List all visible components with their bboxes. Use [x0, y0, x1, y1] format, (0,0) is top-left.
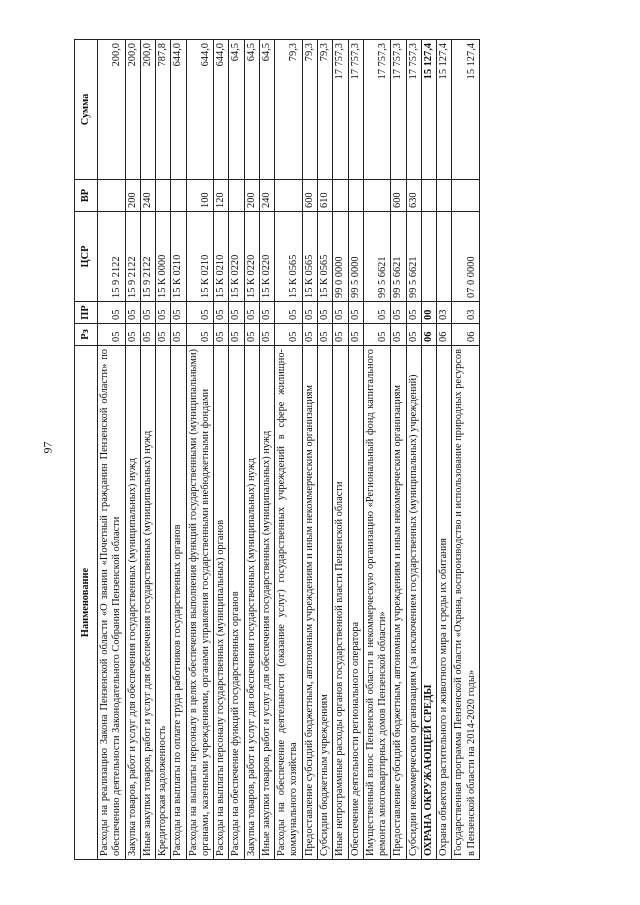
cell-sum: 200,0 [98, 40, 126, 180]
table-row [186, 40, 214, 860]
cell-vr: 630 [406, 180, 421, 212]
cell-vr: 200 [244, 180, 259, 212]
cell-rz: 05 [140, 324, 155, 346]
cell-csr: 15 К 0565 [317, 212, 332, 302]
cell-rz: 05 [259, 324, 274, 346]
cell-vr [363, 180, 391, 212]
table-row [171, 40, 186, 860]
table-row [98, 40, 126, 860]
cell-sum: 79,3 [317, 40, 332, 180]
cell-csr: 15 К 0565 [275, 212, 303, 302]
cell-sum: 15 127,4 [437, 40, 452, 180]
cell-sum: 17 757,3 [333, 40, 348, 180]
cell-sum: 79,3 [275, 40, 303, 180]
table-row [363, 40, 391, 860]
cell-rz: 05 [302, 324, 317, 346]
cell-name: Кредиторская задолженность [156, 346, 171, 860]
cell-csr: 07 0 0000 [452, 212, 480, 302]
cell-rz: 05 [391, 324, 406, 346]
cell-csr: 15 9 2122 [98, 212, 126, 302]
cell-vr [156, 180, 171, 212]
cell-pr: 05 [275, 302, 303, 324]
cell-vr: 600 [391, 180, 406, 212]
cell-rz: 05 [186, 324, 214, 346]
cell-name: Субсидии некоммерческим организациям (за исключением государственных (муниципальных) учреждений) [406, 346, 421, 860]
cell-rz: 05 [98, 324, 126, 346]
cell-pr: 05 [156, 302, 171, 324]
cell-pr: 05 [391, 302, 406, 324]
cell-sum: 200,0 [125, 40, 140, 180]
table-header-row [75, 40, 98, 860]
cell-name: Расходы на выплаты по оплате труда работников государственных органов [171, 346, 186, 860]
table-row [140, 40, 155, 860]
cell-vr: 240 [140, 180, 155, 212]
page-number: 97 [40, 441, 55, 454]
cell-csr: 15 9 2122 [125, 212, 140, 302]
cell-pr: 05 [98, 302, 126, 324]
cell-name: ОХРАНА ОКРУЖАЮЩЕЙ СРЕДЫ [421, 346, 436, 860]
rotated-page-content [74, 40, 552, 860]
cell-pr: 05 [406, 302, 421, 324]
cell-name: Расходы на обеспечение функций государственных органов [229, 346, 244, 860]
cell-vr [348, 180, 363, 212]
table-row [437, 40, 452, 860]
cell-rz: 06 [452, 324, 480, 346]
table-row [275, 40, 303, 860]
cell-sum: 15 127,4 [421, 40, 436, 180]
cell-sum: 64,5 [229, 40, 244, 180]
cell-pr: 00 [421, 302, 436, 324]
cell-sum: 15 127,4 [452, 40, 480, 180]
cell-rz: 05 [275, 324, 303, 346]
cell-name: Расходы на выплаты персоналу в целях обеспечения выполнения функций государственными (муниципальными) органами, казенными учреждениями, органами управления государственными внебюджетными фондами [186, 346, 214, 860]
table-row [259, 40, 274, 860]
cell-csr: 15 К 0565 [302, 212, 317, 302]
cell-pr: 05 [140, 302, 155, 324]
header-name: Наименование [75, 346, 98, 860]
cell-csr: 99 5 6621 [406, 212, 421, 302]
cell-pr: 05 [214, 302, 229, 324]
cell-rz: 05 [317, 324, 332, 346]
cell-vr: 600 [302, 180, 317, 212]
cell-pr: 05 [348, 302, 363, 324]
table-row [244, 40, 259, 860]
cell-csr: 99 5 0000 [348, 212, 363, 302]
cell-csr: 15 9 2122 [140, 212, 155, 302]
table-row [406, 40, 421, 860]
header-vr: ВР [75, 180, 98, 212]
cell-name: Охрана объектов растительного и животного мира и среды их обитания [437, 346, 452, 860]
cell-rz: 05 [125, 324, 140, 346]
cell-pr: 05 [229, 302, 244, 324]
cell-sum: 644,0 [171, 40, 186, 180]
cell-name: Обеспечение деятельности регионального оператора [348, 346, 363, 860]
cell-vr [421, 180, 436, 212]
cell-rz: 05 [171, 324, 186, 346]
cell-sum: 17 757,3 [391, 40, 406, 180]
table-row [452, 40, 480, 860]
cell-vr: 200 [125, 180, 140, 212]
cell-rz: 05 [333, 324, 348, 346]
cell-vr [452, 180, 480, 212]
table-row [125, 40, 140, 860]
cell-vr: 240 [259, 180, 274, 212]
cell-vr [98, 180, 126, 212]
cell-csr: 15 К 0210 [171, 212, 186, 302]
table-row [317, 40, 332, 860]
cell-sum: 17 757,3 [348, 40, 363, 180]
cell-rz: 05 [214, 324, 229, 346]
cell-csr: 15 К 0220 [244, 212, 259, 302]
cell-pr: 05 [259, 302, 274, 324]
cell-pr: 05 [363, 302, 391, 324]
cell-pr: 05 [125, 302, 140, 324]
cell-rz: 05 [406, 324, 421, 346]
cell-csr: 15 К 0210 [186, 212, 214, 302]
cell-name: Закупка товаров, работ и услуг для обеспечения государственных (муниципальных) нужд [244, 346, 259, 860]
cell-name: Иные закупки товаров, работ и услуг для обеспечения государственных (муниципальных) нужд [140, 346, 155, 860]
cell-sum: 17 757,3 [363, 40, 391, 180]
cell-csr: 15 К 0220 [259, 212, 274, 302]
cell-name: Расходы на реализацию Закона Пензенской области «О звании «Почетный гражданин Пензенской области» по обеспечению деятельности Законодательного Собрания Пензенской области [98, 346, 126, 860]
cell-rz: 06 [437, 324, 452, 346]
table-row [391, 40, 406, 860]
table-body [98, 40, 480, 860]
table-row [333, 40, 348, 860]
table-row [156, 40, 171, 860]
cell-rz: 05 [229, 324, 244, 346]
cell-name: Расходы на обеспечение деятельности (оказание услуг) государственных учреждений в сфере жилищно-коммунального хозяйства [275, 346, 303, 860]
table-row [214, 40, 229, 860]
cell-vr [171, 180, 186, 212]
table-row [348, 40, 363, 860]
cell-name: Субсидии бюджетным учреждениям [317, 346, 332, 860]
cell-csr: 15 К 0210 [214, 212, 229, 302]
cell-name: Иные непрограммные расходы органов государственной власти Пензенской области [333, 346, 348, 860]
cell-name: Государственная программа Пензенской области «Охрана, воспроизводство и использование природных ресурсов в Пензенской области на 2014-2020 годы» [452, 346, 480, 860]
header-csr: ЦСР [75, 212, 98, 302]
header-rz: Рз [75, 324, 98, 346]
cell-sum: 79,3 [302, 40, 317, 180]
cell-vr: 100 [186, 180, 214, 212]
cell-vr: 120 [214, 180, 229, 212]
table-row [302, 40, 317, 860]
cell-name: Предоставление субсидий бюджетным, автономным учреждениям и иным некоммерческим организациям [302, 346, 317, 860]
cell-pr: 05 [186, 302, 214, 324]
cell-pr: 03 [437, 302, 452, 324]
cell-sum: 17 757,3 [406, 40, 421, 180]
cell-rz: 05 [348, 324, 363, 346]
cell-name: Закупка товаров, работ и услуг для обеспечения государственных (муниципальных) нужд [125, 346, 140, 860]
cell-sum: 787,8 [156, 40, 171, 180]
cell-sum: 644,0 [214, 40, 229, 180]
cell-rz: 05 [244, 324, 259, 346]
cell-vr [275, 180, 303, 212]
table-row [421, 40, 436, 860]
cell-csr: 99 0 0000 [333, 212, 348, 302]
cell-sum: 644,0 [186, 40, 214, 180]
cell-pr: 05 [302, 302, 317, 324]
header-pr: ПР [75, 302, 98, 324]
cell-csr: 99 5 6621 [391, 212, 406, 302]
cell-vr [229, 180, 244, 212]
cell-rz: 06 [421, 324, 436, 346]
cell-vr: 610 [317, 180, 332, 212]
cell-csr: 15 К 0220 [229, 212, 244, 302]
cell-sum: 200,0 [140, 40, 155, 180]
cell-rz: 05 [156, 324, 171, 346]
cell-csr [421, 212, 436, 302]
cell-pr: 03 [452, 302, 480, 324]
budget-table [74, 39, 480, 860]
cell-vr [437, 180, 452, 212]
header-sum: Сумма [75, 40, 98, 180]
cell-name: Расходы на выплаты персоналу государственных (муниципальных) органов [214, 346, 229, 860]
cell-name: Иные закупки товаров, работ и услуг для обеспечения государственных (муниципальных) нужд [259, 346, 274, 860]
cell-pr: 05 [333, 302, 348, 324]
cell-rz: 05 [363, 324, 391, 346]
table-row [229, 40, 244, 860]
cell-csr: 15 К 0000 [156, 212, 171, 302]
cell-sum: 64,5 [244, 40, 259, 180]
cell-csr [437, 212, 452, 302]
cell-name: Предоставление субсидий бюджетным, автономным учреждениям и иным некоммерческим организациям [391, 346, 406, 860]
cell-name: Имущественный взнос Пензенской области в некоммерческую организацию «Региональный фонд капитального ремонта многоквартирных домов Пензенской области» [363, 346, 391, 860]
cell-sum: 64,5 [259, 40, 274, 180]
cell-pr: 05 [317, 302, 332, 324]
cell-pr: 05 [171, 302, 186, 324]
cell-pr: 05 [244, 302, 259, 324]
cell-csr: 99 5 6621 [363, 212, 391, 302]
cell-vr [333, 180, 348, 212]
